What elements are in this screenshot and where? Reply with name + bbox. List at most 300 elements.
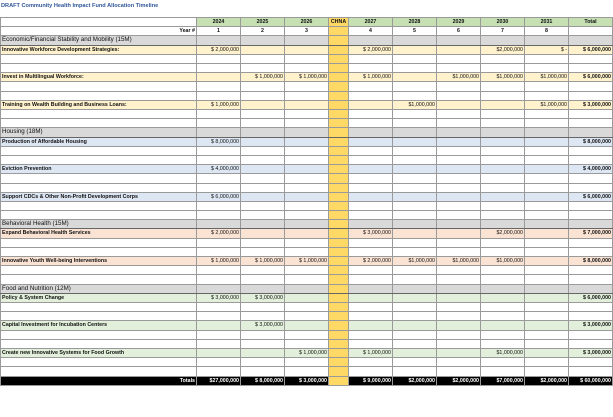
row-label[interactable] (1, 367, 197, 376)
amount-cell[interactable] (241, 349, 285, 358)
chna-cell[interactable] (329, 91, 349, 100)
column-header[interactable]: 2030 (481, 18, 525, 27)
amount-cell[interactable] (525, 330, 569, 339)
amount-cell[interactable]: $ 4,000,000 (197, 165, 241, 174)
amount-cell[interactable] (241, 238, 285, 247)
row-total-cell[interactable] (569, 312, 613, 321)
row-label[interactable] (1, 183, 197, 192)
amount-cell[interactable] (393, 275, 437, 284)
row-total-cell[interactable] (569, 91, 613, 100)
amount-cell[interactable] (241, 275, 285, 284)
amount-cell[interactable] (393, 183, 437, 192)
amount-cell[interactable] (481, 266, 525, 275)
amount-cell[interactable] (525, 211, 569, 220)
row-label[interactable]: Production of Affordable Housing (1, 137, 197, 146)
chna-cell[interactable] (329, 284, 349, 293)
amount-cell[interactable] (349, 321, 393, 330)
row-total-cell[interactable]: $ 6,000,000 (569, 45, 613, 54)
amount-cell[interactable] (393, 238, 437, 247)
amount-cell[interactable]: $ 3,000,000 (349, 229, 393, 238)
chna-cell[interactable] (329, 82, 349, 91)
amount-cell[interactable] (197, 146, 241, 155)
chna-cell[interactable] (329, 174, 349, 183)
chna-cell[interactable] (329, 321, 349, 330)
amount-cell[interactable] (349, 100, 393, 109)
amount-cell[interactable] (241, 82, 285, 91)
row-total-cell[interactable] (569, 174, 613, 183)
amount-cell[interactable] (481, 192, 525, 201)
row-label[interactable]: Training on Wealth Building and Business Loans: (1, 100, 197, 109)
column-header-chna[interactable]: CHNA (329, 18, 349, 27)
amount-cell[interactable] (349, 64, 393, 73)
row-total-cell[interactable]: $ 8,000,000 (569, 137, 613, 146)
amount-cell[interactable]: $ - (525, 45, 569, 54)
amount-cell[interactable] (481, 183, 525, 192)
amount-cell[interactable]: $1,000,000 (437, 73, 481, 82)
amount-cell[interactable] (525, 220, 569, 229)
amount-cell[interactable] (481, 64, 525, 73)
amount-cell[interactable] (285, 54, 329, 63)
amount-cell[interactable] (481, 155, 525, 164)
row-total-cell[interactable] (569, 284, 613, 293)
amount-cell[interactable]: $ 1,000,000 (197, 257, 241, 266)
row-total-cell[interactable] (569, 128, 613, 137)
amount-cell[interactable] (437, 137, 481, 146)
row-total-cell[interactable] (569, 119, 613, 128)
amount-cell[interactable] (437, 321, 481, 330)
row-label[interactable] (1, 64, 197, 73)
amount-cell[interactable] (525, 367, 569, 376)
amount-cell[interactable] (285, 165, 329, 174)
amount-cell[interactable] (285, 91, 329, 100)
amount-cell[interactable] (197, 64, 241, 73)
amount-cell[interactable]: $ 3,000,000 (241, 321, 285, 330)
row-total-cell[interactable] (569, 303, 613, 312)
amount-cell[interactable]: $1,000,000 (481, 349, 525, 358)
amount-cell[interactable] (437, 367, 481, 376)
chna-cell[interactable] (329, 146, 349, 155)
row-label[interactable] (1, 174, 197, 183)
amount-cell[interactable] (197, 220, 241, 229)
amount-cell[interactable] (437, 54, 481, 63)
amount-cell[interactable] (197, 266, 241, 275)
row-total-cell[interactable] (569, 183, 613, 192)
amount-cell[interactable] (393, 339, 437, 348)
row-total-cell[interactable] (569, 36, 613, 45)
amount-cell[interactable] (393, 330, 437, 339)
amount-cell[interactable] (285, 330, 329, 339)
amount-cell[interactable]: $1,000,000 (525, 100, 569, 109)
amount-cell[interactable] (241, 128, 285, 137)
amount-cell[interactable] (437, 174, 481, 183)
row-label[interactable] (1, 330, 197, 339)
amount-cell[interactable] (481, 321, 525, 330)
row-label[interactable] (1, 312, 197, 321)
row-label[interactable] (1, 238, 197, 247)
row-label[interactable] (1, 358, 197, 367)
amount-cell[interactable] (197, 54, 241, 63)
amount-cell[interactable] (393, 54, 437, 63)
amount-cell[interactable] (481, 146, 525, 155)
amount-cell[interactable]: $ 1,000,000 (285, 73, 329, 82)
column-header[interactable]: Total (569, 18, 613, 27)
amount-cell[interactable] (525, 137, 569, 146)
amount-cell[interactable] (393, 293, 437, 302)
amount-cell[interactable]: $1,000,000 (437, 257, 481, 266)
amount-cell[interactable] (525, 54, 569, 63)
amount-cell[interactable] (481, 339, 525, 348)
amount-cell[interactable] (481, 330, 525, 339)
section-title[interactable]: Economic/Financial Stability and Mobility (15M) (1, 36, 197, 45)
amount-cell[interactable] (349, 211, 393, 220)
amount-cell[interactable] (197, 174, 241, 183)
amount-cell[interactable] (437, 183, 481, 192)
amount-cell[interactable] (393, 91, 437, 100)
total-cell[interactable]: $7,000,000 (481, 376, 525, 385)
column-header[interactable]: 2027 (349, 18, 393, 27)
amount-cell[interactable] (197, 119, 241, 128)
amount-cell[interactable] (285, 192, 329, 201)
amount-cell[interactable] (437, 303, 481, 312)
amount-cell[interactable] (285, 174, 329, 183)
amount-cell[interactable] (525, 174, 569, 183)
amount-cell[interactable]: $ 1,000,000 (285, 257, 329, 266)
amount-cell[interactable] (241, 91, 285, 100)
amount-cell[interactable] (197, 128, 241, 137)
row-total-cell[interactable] (569, 220, 613, 229)
amount-cell[interactable] (241, 220, 285, 229)
year-number[interactable]: 6 (437, 27, 481, 36)
amount-cell[interactable] (393, 146, 437, 155)
grand-total-cell[interactable]: $ 60,000,000 (569, 376, 613, 385)
year-number[interactable]: 3 (285, 27, 329, 36)
chna-cell[interactable] (329, 303, 349, 312)
amount-cell[interactable] (241, 100, 285, 109)
amount-cell[interactable] (197, 247, 241, 256)
amount-cell[interactable] (241, 183, 285, 192)
amount-cell[interactable] (285, 183, 329, 192)
amount-cell[interactable] (437, 312, 481, 321)
amount-cell[interactable]: $2,000,000 (481, 45, 525, 54)
chna-cell[interactable] (329, 229, 349, 238)
amount-cell[interactable] (481, 109, 525, 118)
amount-cell[interactable] (393, 247, 437, 256)
amount-cell[interactable] (197, 91, 241, 100)
amount-cell[interactable] (241, 192, 285, 201)
amount-cell[interactable] (393, 45, 437, 54)
amount-cell[interactable] (525, 349, 569, 358)
chna-cell[interactable] (329, 238, 349, 247)
amount-cell[interactable]: $ 1,000,000 (241, 257, 285, 266)
amount-cell[interactable] (437, 64, 481, 73)
chna-cell[interactable] (329, 54, 349, 63)
amount-cell[interactable] (197, 284, 241, 293)
amount-cell[interactable] (525, 146, 569, 155)
amount-cell[interactable] (393, 137, 437, 146)
amount-cell[interactable]: $ 1,000,000 (349, 73, 393, 82)
amount-cell[interactable] (285, 238, 329, 247)
amount-cell[interactable] (349, 128, 393, 137)
chna-cell[interactable] (329, 247, 349, 256)
amount-cell[interactable] (241, 64, 285, 73)
amount-cell[interactable] (481, 303, 525, 312)
chna-cell[interactable] (329, 137, 349, 146)
amount-cell[interactable] (241, 36, 285, 45)
amount-cell[interactable] (481, 358, 525, 367)
amount-cell[interactable] (241, 201, 285, 210)
amount-cell[interactable] (481, 82, 525, 91)
amount-cell[interactable] (349, 165, 393, 174)
amount-cell[interactable] (349, 303, 393, 312)
amount-cell[interactable] (437, 275, 481, 284)
amount-cell[interactable] (481, 165, 525, 174)
amount-cell[interactable] (393, 128, 437, 137)
amount-cell[interactable] (197, 321, 241, 330)
amount-cell[interactable] (285, 358, 329, 367)
year-number[interactable]: 4 (349, 27, 393, 36)
amount-cell[interactable] (437, 82, 481, 91)
amount-cell[interactable] (285, 229, 329, 238)
amount-cell[interactable]: $ 2,000,000 (197, 229, 241, 238)
amount-cell[interactable] (437, 339, 481, 348)
chna-cell[interactable] (329, 312, 349, 321)
amount-cell[interactable] (437, 128, 481, 137)
year-number[interactable] (329, 27, 349, 36)
amount-cell[interactable] (349, 293, 393, 302)
amount-cell[interactable] (197, 312, 241, 321)
amount-cell[interactable] (241, 119, 285, 128)
row-total-cell[interactable]: $ 6,000,000 (569, 73, 613, 82)
amount-cell[interactable] (349, 82, 393, 91)
amount-cell[interactable] (525, 201, 569, 210)
row-total-cell[interactable] (569, 146, 613, 155)
amount-cell[interactable] (393, 201, 437, 210)
amount-cell[interactable] (525, 293, 569, 302)
total-cell[interactable]: $27,000,000 (197, 376, 241, 385)
row-total-cell[interactable]: $ 7,000,000 (569, 229, 613, 238)
section-title[interactable]: Food and Nutrition (12M) (1, 284, 197, 293)
amount-cell[interactable] (481, 284, 525, 293)
amount-cell[interactable] (349, 367, 393, 376)
column-header[interactable]: 2029 (437, 18, 481, 27)
amount-cell[interactable] (349, 275, 393, 284)
row-total-cell[interactable] (569, 155, 613, 164)
amount-cell[interactable] (349, 36, 393, 45)
amount-cell[interactable] (285, 220, 329, 229)
amount-cell[interactable] (285, 201, 329, 210)
amount-cell[interactable] (349, 220, 393, 229)
row-label[interactable]: Innovative Youth Well-being Interventions (1, 257, 197, 266)
amount-cell[interactable] (393, 82, 437, 91)
amount-cell[interactable] (437, 109, 481, 118)
amount-cell[interactable] (437, 238, 481, 247)
row-total-cell[interactable]: $ 3,000,000 (569, 100, 613, 109)
amount-cell[interactable] (525, 238, 569, 247)
amount-cell[interactable] (437, 211, 481, 220)
amount-cell[interactable] (349, 330, 393, 339)
amount-cell[interactable] (285, 45, 329, 54)
amount-cell[interactable] (437, 330, 481, 339)
amount-cell[interactable] (525, 82, 569, 91)
amount-cell[interactable] (481, 201, 525, 210)
amount-cell[interactable] (285, 119, 329, 128)
amount-cell[interactable] (349, 247, 393, 256)
amount-cell[interactable] (241, 358, 285, 367)
amount-cell[interactable] (525, 266, 569, 275)
amount-cell[interactable] (349, 358, 393, 367)
amount-cell[interactable] (525, 128, 569, 137)
chna-cell[interactable] (329, 155, 349, 164)
amount-cell[interactable] (525, 312, 569, 321)
amount-cell[interactable] (349, 109, 393, 118)
chna-cell[interactable] (329, 192, 349, 201)
row-label[interactable] (1, 155, 197, 164)
amount-cell[interactable]: $1,000,000 (481, 257, 525, 266)
amount-cell[interactable] (525, 284, 569, 293)
row-total-cell[interactable] (569, 201, 613, 210)
amount-cell[interactable] (525, 257, 569, 266)
amount-cell[interactable] (241, 174, 285, 183)
chna-cell[interactable] (329, 330, 349, 339)
row-label[interactable] (1, 201, 197, 210)
amount-cell[interactable] (285, 284, 329, 293)
amount-cell[interactable] (285, 303, 329, 312)
amount-cell[interactable] (197, 201, 241, 210)
section-title[interactable]: Housing (18M) (1, 128, 197, 137)
amount-cell[interactable]: $ 1,000,000 (349, 349, 393, 358)
amount-cell[interactable] (525, 339, 569, 348)
amount-cell[interactable] (437, 349, 481, 358)
amount-cell[interactable] (393, 229, 437, 238)
row-label[interactable] (1, 91, 197, 100)
amount-cell[interactable] (393, 155, 437, 164)
amount-cell[interactable] (393, 358, 437, 367)
amount-cell[interactable] (285, 367, 329, 376)
amount-cell[interactable] (197, 303, 241, 312)
year-number[interactable] (569, 27, 613, 36)
amount-cell[interactable] (241, 303, 285, 312)
amount-cell[interactable] (393, 349, 437, 358)
amount-cell[interactable]: $ 1,000,000 (285, 349, 329, 358)
amount-cell[interactable] (197, 109, 241, 118)
amount-cell[interactable] (197, 330, 241, 339)
row-total-cell[interactable] (569, 54, 613, 63)
row-label[interactable] (1, 303, 197, 312)
amount-cell[interactable] (349, 54, 393, 63)
row-label[interactable] (1, 266, 197, 275)
amount-cell[interactable] (481, 137, 525, 146)
amount-cell[interactable] (285, 321, 329, 330)
chna-cell[interactable] (329, 109, 349, 118)
amount-cell[interactable]: $ 2,000,000 (349, 45, 393, 54)
amount-cell[interactable] (437, 284, 481, 293)
amount-cell[interactable] (393, 64, 437, 73)
amount-cell[interactable] (241, 45, 285, 54)
amount-cell[interactable] (481, 36, 525, 45)
chna-cell[interactable] (329, 45, 349, 54)
amount-cell[interactable]: $ 8,000,000 (197, 137, 241, 146)
amount-cell[interactable] (525, 229, 569, 238)
amount-cell[interactable] (349, 192, 393, 201)
row-label[interactable]: Create new Innovative Systems for Food Growth (1, 349, 197, 358)
amount-cell[interactable] (197, 211, 241, 220)
chna-cell[interactable] (329, 266, 349, 275)
amount-cell[interactable] (285, 247, 329, 256)
section-title[interactable]: Behavioral Health (15M) (1, 220, 197, 229)
amount-cell[interactable] (241, 247, 285, 256)
amount-cell[interactable] (241, 155, 285, 164)
amount-cell[interactable] (393, 192, 437, 201)
amount-cell[interactable] (285, 339, 329, 348)
row-label[interactable] (1, 339, 197, 348)
row-total-cell[interactable] (569, 109, 613, 118)
amount-cell[interactable] (437, 36, 481, 45)
amount-cell[interactable] (437, 192, 481, 201)
amount-cell[interactable] (525, 183, 569, 192)
amount-cell[interactable]: $ 1,000,000 (241, 73, 285, 82)
row-total-cell[interactable]: $ 3,000,000 (569, 349, 613, 358)
total-cell[interactable]: $2,000,000 (393, 376, 437, 385)
amount-cell[interactable] (481, 220, 525, 229)
amount-cell[interactable] (437, 165, 481, 174)
amount-cell[interactable]: $ 2,000,000 (349, 257, 393, 266)
amount-cell[interactable] (525, 192, 569, 201)
amount-cell[interactable] (349, 183, 393, 192)
amount-cell[interactable] (349, 339, 393, 348)
amount-cell[interactable] (349, 119, 393, 128)
amount-cell[interactable] (349, 312, 393, 321)
chna-cell[interactable] (329, 367, 349, 376)
amount-cell[interactable] (437, 229, 481, 238)
amount-cell[interactable] (197, 358, 241, 367)
amount-cell[interactable]: $ 6,000,000 (197, 192, 241, 201)
year-number[interactable]: 7 (481, 27, 525, 36)
amount-cell[interactable] (197, 275, 241, 284)
amount-cell[interactable] (525, 358, 569, 367)
amount-cell[interactable] (285, 64, 329, 73)
column-header[interactable]: 2028 (393, 18, 437, 27)
chna-cell[interactable] (329, 100, 349, 109)
row-total-cell[interactable]: $ 8,000,000 (569, 257, 613, 266)
amount-cell[interactable] (349, 174, 393, 183)
amount-cell[interactable] (241, 109, 285, 118)
amount-cell[interactable] (393, 312, 437, 321)
row-total-cell[interactable] (569, 330, 613, 339)
amount-cell[interactable] (241, 146, 285, 155)
row-total-cell[interactable] (569, 64, 613, 73)
amount-cell[interactable] (437, 155, 481, 164)
amount-cell[interactable] (481, 119, 525, 128)
amount-cell[interactable] (393, 220, 437, 229)
chna-cell[interactable] (329, 211, 349, 220)
amount-cell[interactable] (437, 266, 481, 275)
row-label[interactable] (1, 119, 197, 128)
row-label[interactable] (1, 82, 197, 91)
amount-cell[interactable] (393, 303, 437, 312)
amount-cell[interactable] (481, 211, 525, 220)
chna-cell[interactable] (329, 339, 349, 348)
amount-cell[interactable] (241, 367, 285, 376)
amount-cell[interactable] (525, 275, 569, 284)
amount-cell[interactable] (285, 82, 329, 91)
amount-cell[interactable] (525, 91, 569, 100)
amount-cell[interactable]: $1,000,000 (393, 100, 437, 109)
amount-cell[interactable] (525, 155, 569, 164)
amount-cell[interactable] (241, 312, 285, 321)
row-total-cell[interactable]: $ 4,000,000 (569, 165, 613, 174)
amount-cell[interactable] (481, 367, 525, 376)
amount-cell[interactable]: $ 3,000,000 (197, 293, 241, 302)
